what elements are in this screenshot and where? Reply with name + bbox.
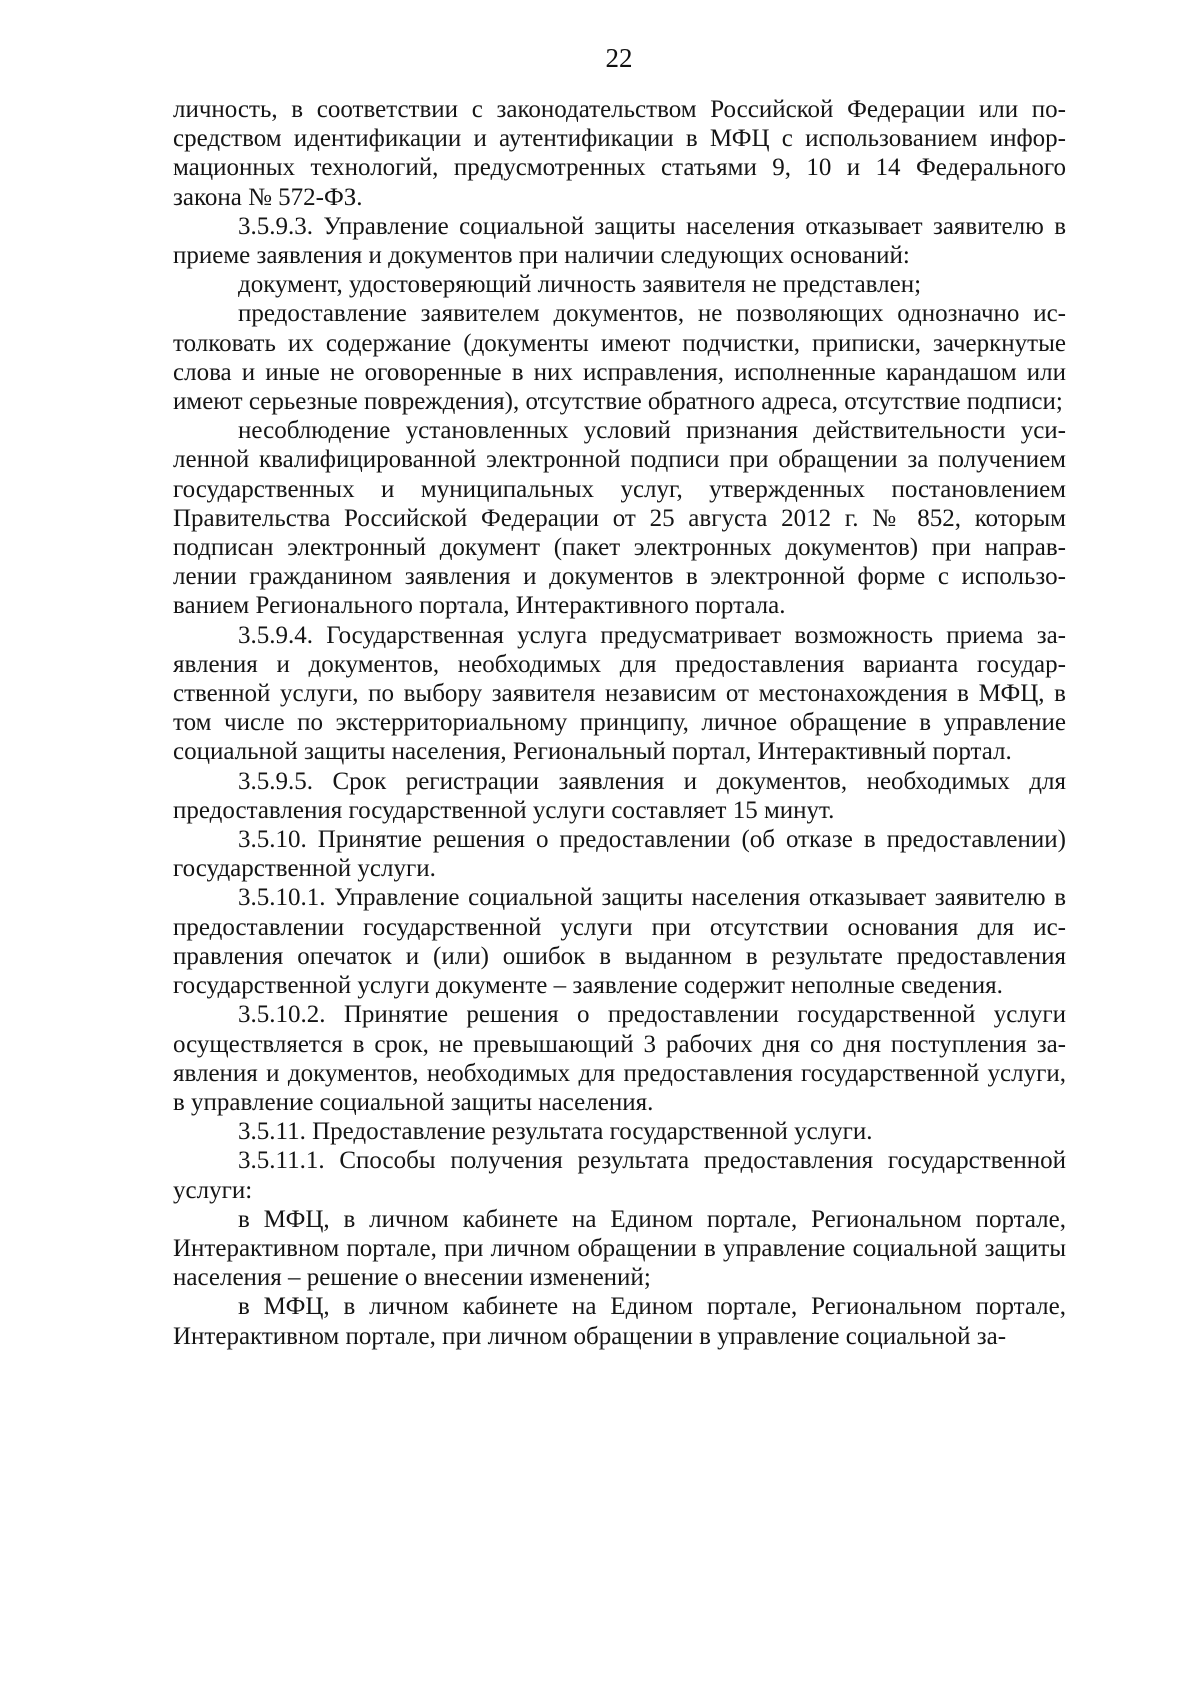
paragraph-3-5-9-4: 3.5.9.4. Государственная услуга предусматривает возможность приема заявления и документов, необходимых для предоставления варианта государственной услуги, по выбору заявителя независим от местонахождения в МФЦ, в том числе по экстерриториальному принципу, личное обращение в управление социальной защиты населения, Региональный портал, Интерактивный портал. xyxy=(173,621,1066,766)
paragraph-3-5-10-1: 3.5.10.1. Управление социальной защиты населения отказывает заявителю в предоставлении государственной услуги при отсутствии основания для исправления опечаток и (или) ошибок в выданном в результате предоставления государственной услуги документе – заявление содержит неполные сведения. xyxy=(173,884,1066,1000)
paragraph-result-method-2: в МФЦ, в личном кабинете на Едином портале, Региональном портале, Интерактивном портале, при личном обращении в управление социальной за- xyxy=(173,1293,1066,1350)
paragraph-3-5-11: 3.5.11. Предоставление результата государственной услуги. xyxy=(238,1118,873,1146)
paragraph-ground-identity-document: документ, удостоверяющий личность заявителя не представлен; xyxy=(238,271,922,299)
paragraph-3-5-10: 3.5.10. Принятие решения о предоставлении (об отказе в предоставлении) государственной услуги. xyxy=(173,826,1066,883)
document-body xyxy=(173,95,1066,1351)
paragraph-continuation: личность, в соответствии с законодательством Российской Федерации или посредством идентификации и аутентификации в МФЦ с использованием информационных технологий, предусмотренных статьями 9, 10 и 14 Федерального закона № 572-ФЗ. xyxy=(173,96,1066,211)
paragraph-result-method-1: в МФЦ, в личном кабинете на Едином портале, Региональном портале, Интерактивном портале, при личном обращении в управление социальной защиты населения – решение о внесении изменений; xyxy=(173,1205,1066,1292)
paragraph-ground-signature-invalid: несоблюдение установленных условий признания действительности усиленной квалифицированной электронной подписи при обращении за получением государственных и муниципальных услуг, утвержденных постановлением Правительства Российской Федерации от 25 августа 2012 г. № 852, которым подписан электронный документ (пакет электронных документов) при направлении гражданином заявления и документов в электронной форме с использованием Регионального портала, Интерактивного портала. xyxy=(173,417,1066,620)
page-number: 22 xyxy=(605,43,633,73)
paragraph-3-5-11-1: 3.5.11.1. Способы получения результата предоставления государственной услуги: xyxy=(173,1147,1066,1204)
paragraph-ground-ambiguous-documents: предоставление заявителем документов, не позволяющих однозначно истолковать их содержание (документы имеют подчистки, приписки, зачеркнутые слова и иные не оговоренные в них исправления, исполненные карандашом или имеют серьезные повреждения), отсутствие обратного адреса, отсутствие подписи; xyxy=(173,300,1066,416)
paragraph-3-5-9-5: 3.5.9.5. Срок регистрации заявления и документов, необходимых для предоставления государственной услуги составляет 15 минут. xyxy=(173,767,1066,824)
paragraph-3-5-9-3: 3.5.9.3. Управление социальной защиты населения отказывает заявителю в приеме заявления и документов при наличии следующих оснований: xyxy=(173,212,1066,270)
paragraph-3-5-10-2: 3.5.10.2. Принятие решения о предоставлении государственной услуги осуществляется в срок, не превышающий 3 рабочих дня со дня поступления заявления и документов, необходимых для предоставления государственной услуги, в управление социальной защиты населения. xyxy=(173,1001,1066,1116)
